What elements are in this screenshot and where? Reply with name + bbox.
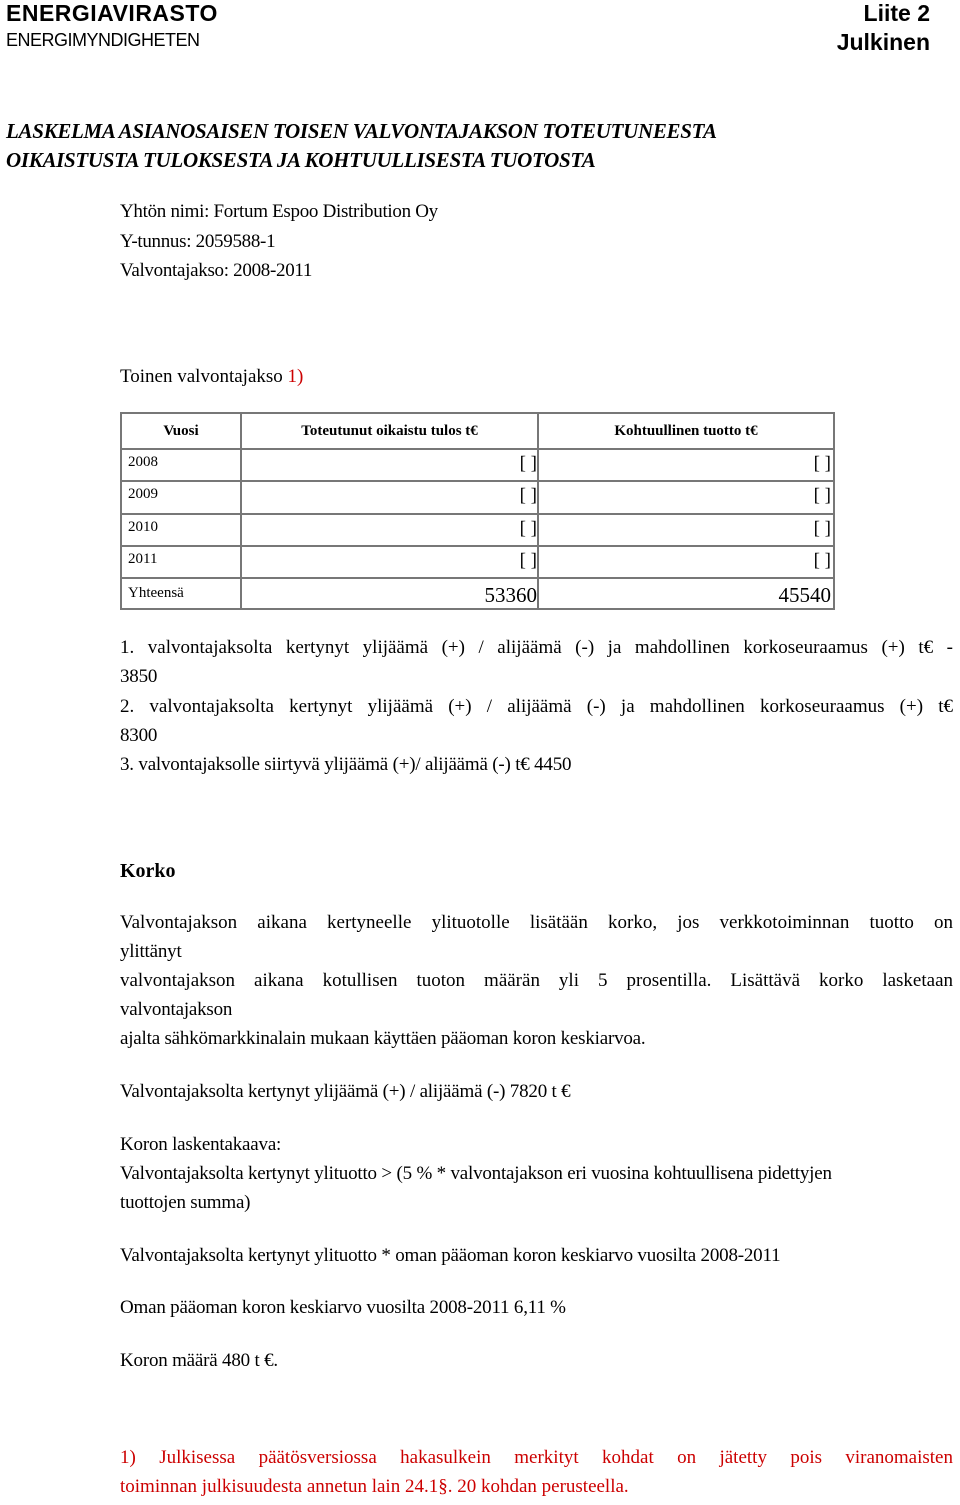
document-title-line2: OIKAISTUSTA TULOKSESTA JA KOHTUULLISESTA TUOTOSTA bbox=[6, 148, 596, 172]
total-result-value: 53360 bbox=[484, 583, 537, 607]
row-result-value: [ ] bbox=[519, 453, 537, 474]
period-surplus: Valvontajaksolta kertynyt ylijäämä (+) / alijäämä (-) 7820 t € bbox=[120, 1081, 571, 1102]
summary-item3: 3. valvontajaksolle siirtyvä ylijäämä (+)/ alijäämä (-) t€ 4450 bbox=[120, 754, 572, 775]
footnote-reference: 1) bbox=[287, 366, 304, 387]
second-period-text: Toinen valvontajakso bbox=[120, 366, 283, 387]
appendix-label: Liite 2 bbox=[863, 0, 930, 26]
row-return-value: [ ] bbox=[813, 453, 831, 474]
interest-paragraph-line5: ajalta sähkömarkkinalain mukaan käyttäen pääoman koron keskiarvoa. bbox=[120, 1028, 646, 1049]
interest-paragraph-line1: Valvontajakson aikana kertyneelle ylituotolle lisätään korko, jos verkkotoiminnan tuotto on bbox=[120, 912, 953, 933]
formula-line2: tuottojen summa) bbox=[120, 1192, 251, 1213]
agency-name: ENERGIAVIRASTO bbox=[6, 0, 218, 26]
business-id: Y-tunnus: 2059588-1 bbox=[120, 231, 276, 252]
classification-label: Julkinen bbox=[836, 29, 930, 55]
interest-heading: Korko bbox=[120, 860, 176, 882]
agency-name-swedish: ENERGIMYNDIGHETEN bbox=[6, 30, 200, 50]
header-reasonable-return: Kohtuullinen tuotto t€ bbox=[614, 423, 758, 439]
footnote-line2: toiminnan julkisuudesta annetun lain 24.1§. 20 kohdan perusteella. bbox=[120, 1476, 629, 1497]
interest-paragraph-line4: valvontajakson bbox=[120, 999, 233, 1020]
footnote-line1: 1) Julkisessa päätösversiossa hakasulkein merkityt kohdat on jätetty pois viranomaisten bbox=[120, 1447, 953, 1468]
document-title-line1: LASKELMA ASIANOSAISEN TOISEN VALVONTAJAKSON TOTEUTUNEESTA bbox=[6, 119, 717, 143]
second-period-label bbox=[120, 366, 303, 388]
summary-item2-value: 8300 bbox=[120, 725, 158, 746]
row-return-value: [ ] bbox=[813, 485, 831, 506]
row-return-value: [ ] bbox=[813, 550, 831, 571]
row-result-value: [ ] bbox=[519, 518, 537, 539]
company-name: Yhtön nimi: Fortum Espoo Distribution Oy bbox=[120, 201, 438, 222]
header-adjusted-result: Toteutunut oikaistu tulos t€ bbox=[301, 423, 478, 439]
interest-paragraph-line3: valvontajakson aikana kotullisen tuoton määrän yli 5 prosentilla. Lisättävä korko lasketaan bbox=[120, 970, 953, 991]
total-label: Yhteensä bbox=[128, 585, 184, 601]
formula-line1: Valvontajaksolta kertynyt ylituotto > (5 % * valvontajakson eri vuosina kohtuullisena pidettyjen bbox=[120, 1163, 832, 1184]
interest-calculation: Valvontajaksolta kertynyt ylituotto * oman pääoman koron keskiarvo vuosilta 2008-2011 bbox=[120, 1245, 781, 1266]
row-result-value: [ ] bbox=[519, 550, 537, 571]
header-year: Vuosi bbox=[163, 423, 199, 439]
interest-amount: Koron määrä 480 t €. bbox=[120, 1350, 278, 1371]
row-year: 2009 bbox=[128, 486, 158, 502]
total-return-value: 45540 bbox=[778, 583, 831, 607]
summary-item2-line1: 2. valvontajaksolta kertynyt ylijäämä (+) / alijäämä (-) ja mahdollinen korkoseuraamus (+) t€ bbox=[120, 696, 953, 717]
interest-paragraph-line2: ylittänyt bbox=[120, 941, 182, 962]
row-year: 2010 bbox=[128, 519, 158, 535]
results-table bbox=[120, 412, 835, 610]
equity-rate-average: Oman pääoman koron keskiarvo vuosilta 2008-2011 6,11 % bbox=[120, 1297, 566, 1318]
row-year: 2008 bbox=[128, 454, 158, 470]
formula-label: Koron laskentakaava: bbox=[120, 1134, 282, 1155]
row-result-value: [ ] bbox=[519, 485, 537, 506]
regulation-period: Valvontajakso: 2008-2011 bbox=[120, 260, 313, 281]
summary-item1-value: 3850 bbox=[120, 666, 158, 687]
row-return-value: [ ] bbox=[813, 518, 831, 539]
row-year: 2011 bbox=[128, 551, 158, 567]
summary-item1-line1: 1. valvontajaksolta kertynyt ylijäämä (+) / alijäämä (-) ja mahdollinen korkoseuraamus (+) t€ - bbox=[120, 637, 953, 658]
